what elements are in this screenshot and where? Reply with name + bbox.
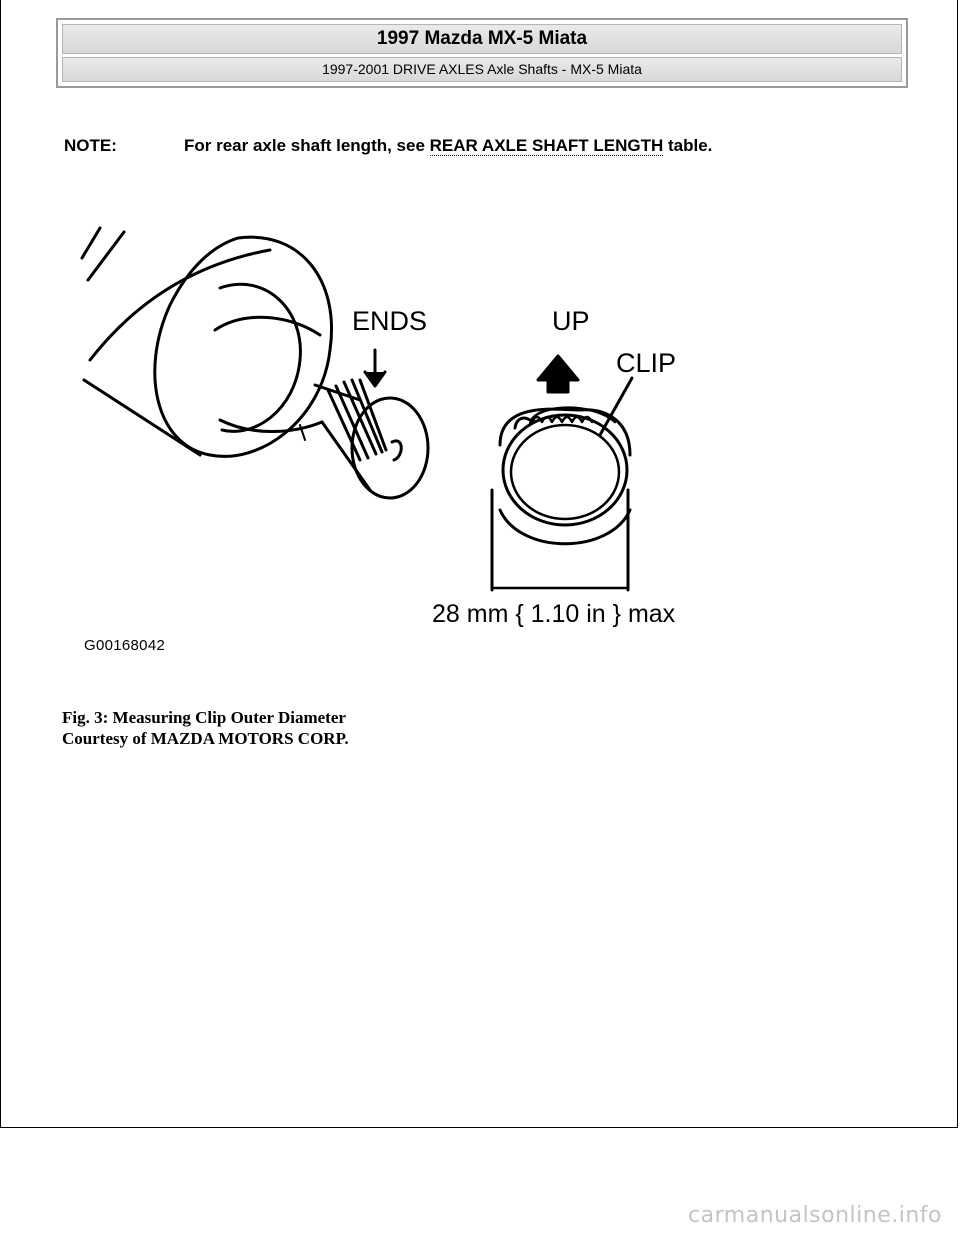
caption-title: Fig. 3: Measuring Clip Outer Diameter xyxy=(62,708,346,727)
note-text-after: table. xyxy=(663,136,713,155)
label-ends: ENDS xyxy=(352,306,428,336)
rear-axle-shaft-length-link[interactable]: REAR AXLE SHAFT LENGTH xyxy=(429,136,664,155)
label-clip: CLIP xyxy=(616,348,677,378)
document-title: 1997 Mazda MX-5 Miata xyxy=(62,24,902,54)
clip-diameter-illustration xyxy=(60,210,740,660)
document-subtitle: 1997-2001 DRIVE AXLES Axle Shafts - MX-5 Miata xyxy=(62,57,902,82)
label-measurement: 28 mm { 1.10 in } max xyxy=(432,600,676,628)
axle-shaft-drawing xyxy=(60,210,740,660)
figure-id: G00168042 xyxy=(84,637,166,654)
note xyxy=(64,136,712,156)
site-watermark: carmanualsonline.info xyxy=(688,1203,942,1228)
note-text-before: For rear axle shaft length, see xyxy=(184,136,430,155)
caption-credit: Courtesy of MAZDA MOTORS CORP. xyxy=(62,729,349,748)
document-header xyxy=(56,18,908,88)
label-up: UP xyxy=(552,306,590,336)
note-label: NOTE: xyxy=(64,136,117,155)
figure-caption xyxy=(62,707,349,749)
